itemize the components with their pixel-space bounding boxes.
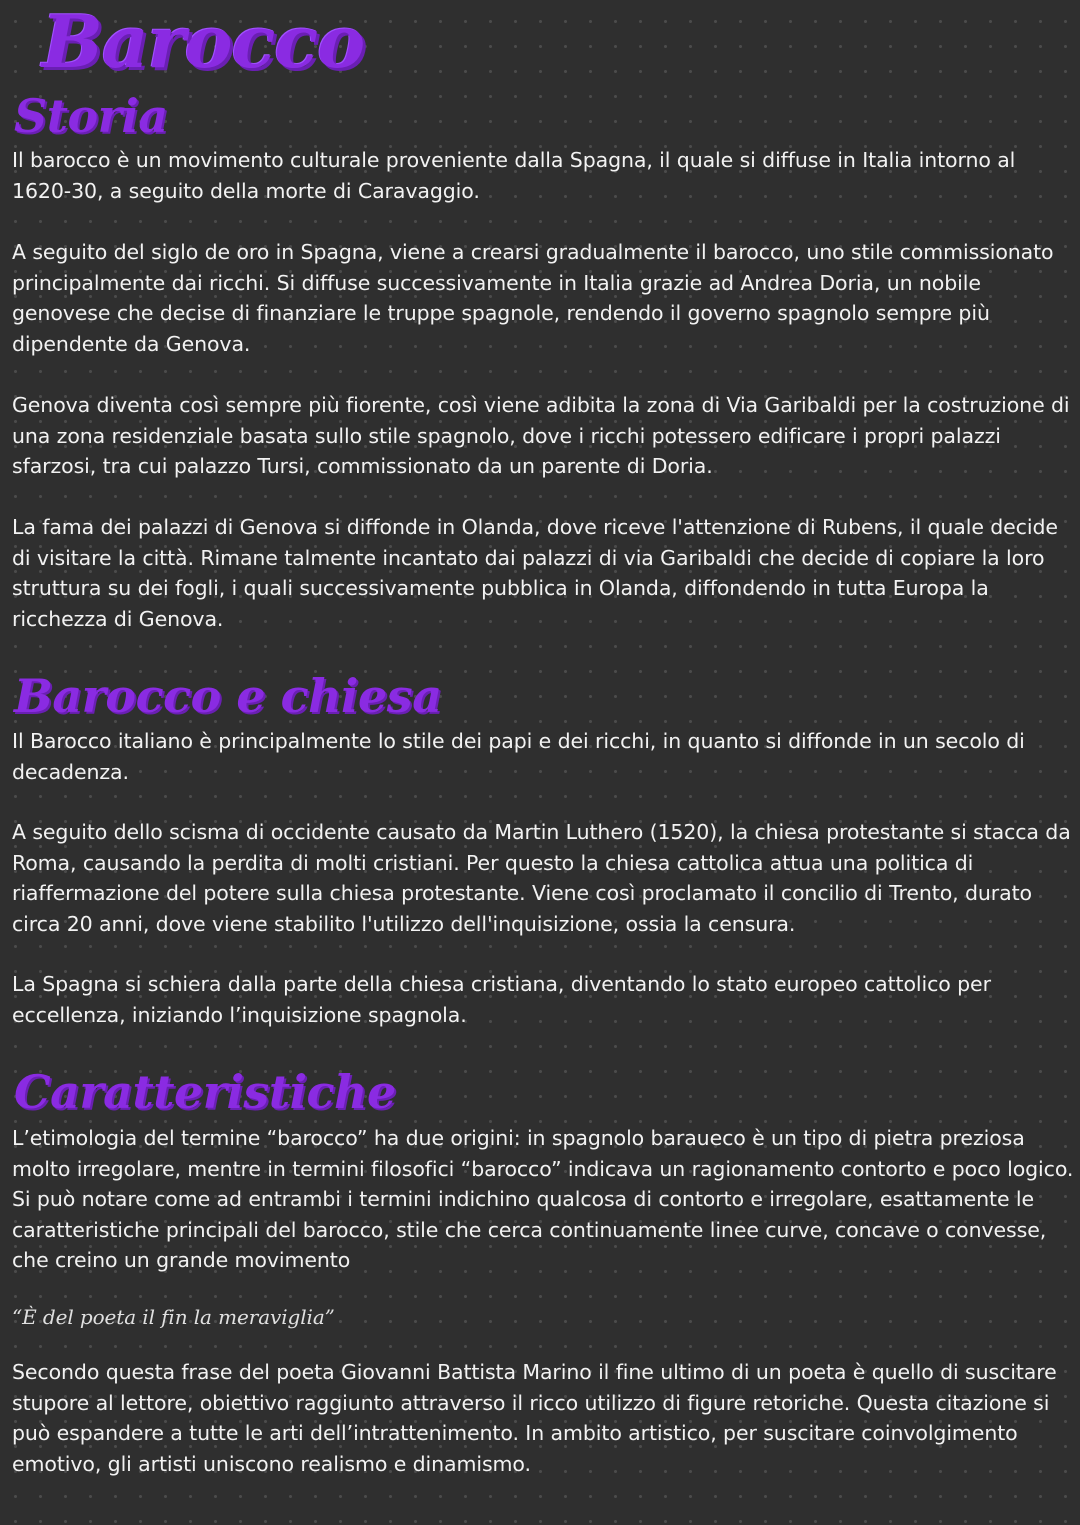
paragraph: Genova diventa così sempre più fiorente, così viene adibita la zona di Via Garibaldi per la costruzione di una zona residenziale basata sullo stile spagnolo, dove i ricchi potessero edificare i propri palazzi sfarzosi, tra cui palazzo Tursi, commissionato da un parente di Doria. (12, 393, 1070, 478)
paragraph: Il Barocco italiano è principalmente lo stile dei papi e dei ricchi, in quanto si diffonde in un secolo di decadenza. (12, 729, 1025, 784)
paragraph: La Spagna si schiera dalla parte della chiesa cristiana, diventando lo stato europeo cattolico per eccellenza, iniziando l’inquisizione spagnola. (12, 972, 991, 1027)
paragraph: A seguito del siglo de oro in Spagna, viene a crearsi gradualmente il barocco, uno stile commissionato principalmente dai ricchi. Si diffuse successivamente in Italia grazie ad Andrea Doria, un nobile genovese che decise di finanziare le truppe spagnole, rendendo il governo spagnolo sempre più dipendente da Genova. (12, 240, 1054, 356)
paragraph: A seguito dello scisma di occidente causato da Martin Luthero (1520), la chiesa protestante si stacca da Roma, causando la perdita di molti cristiani. Per questo la chiesa cattolica attua una politica di riaffermazione del potere sulla chiesa protestante. Viene così proclamato il concilio di Trento, durato circa 20 anni, dove viene stabilito l'utilizzo dell'inquisizione, ossia la censura. (12, 820, 1071, 936)
section-heading-caratteristiche: Caratteristiche (14, 1065, 396, 1119)
paragraph: Secondo questa frase del poeta Giovanni Battista Marino il fine ultimo di un poeta è quello di suscitare stupore al lettore, obiettivo raggiunto attraverso il ricco utilizzo di figure retoriche. Questa citazione si può espandere a tutte le arti dell’intrattenimento. In ambito artistico, per suscitare coinvolgimento emotivo, gli artisti uniscono realismo e dinamismo. (12, 1360, 1057, 1476)
section-heading-barocco-e-chiesa: Barocco e chiesa (14, 669, 442, 723)
quote: “È del poeta il fin la meraviglia” (12, 1305, 335, 1329)
section-heading-storia: Storia (14, 89, 168, 143)
paragraph: Il barocco è un movimento culturale proveniente dalla Spagna, il quale si diffuse in Italia intorno al 1620-30, a seguito della morte di Caravaggio. (12, 148, 1016, 203)
page-title: Barocco (42, 0, 365, 84)
paragraph: L’etimologia del termine “barocco” ha due origini: in spagnolo baraueco è un tipo di pietra preziosa molto irregolare, mentre in termini filosofici “barocco” indicava un ragionamento contorto e poco logico. Si può notare come ad entrambi i termini indichino qualcosa di contorto e irregolare, esattamente le caratteristiche principali del barocco, stile che cerca continuamente linee curve, concave o convesse, che creino un grande movimento (12, 1126, 1074, 1272)
paragraph: La fama dei palazzi di Genova si diffonde in Olanda, dove riceve l'attenzione di Rubens, il quale decide di visitare la città. Rimane talmente incantato dai palazzi di via Garibaldi che decide di copiare la loro struttura su dei fogli, i quali successivamente pubblica in Olanda, diffondendo in tutta Europa la ricchezza di Genova. (12, 515, 1058, 631)
